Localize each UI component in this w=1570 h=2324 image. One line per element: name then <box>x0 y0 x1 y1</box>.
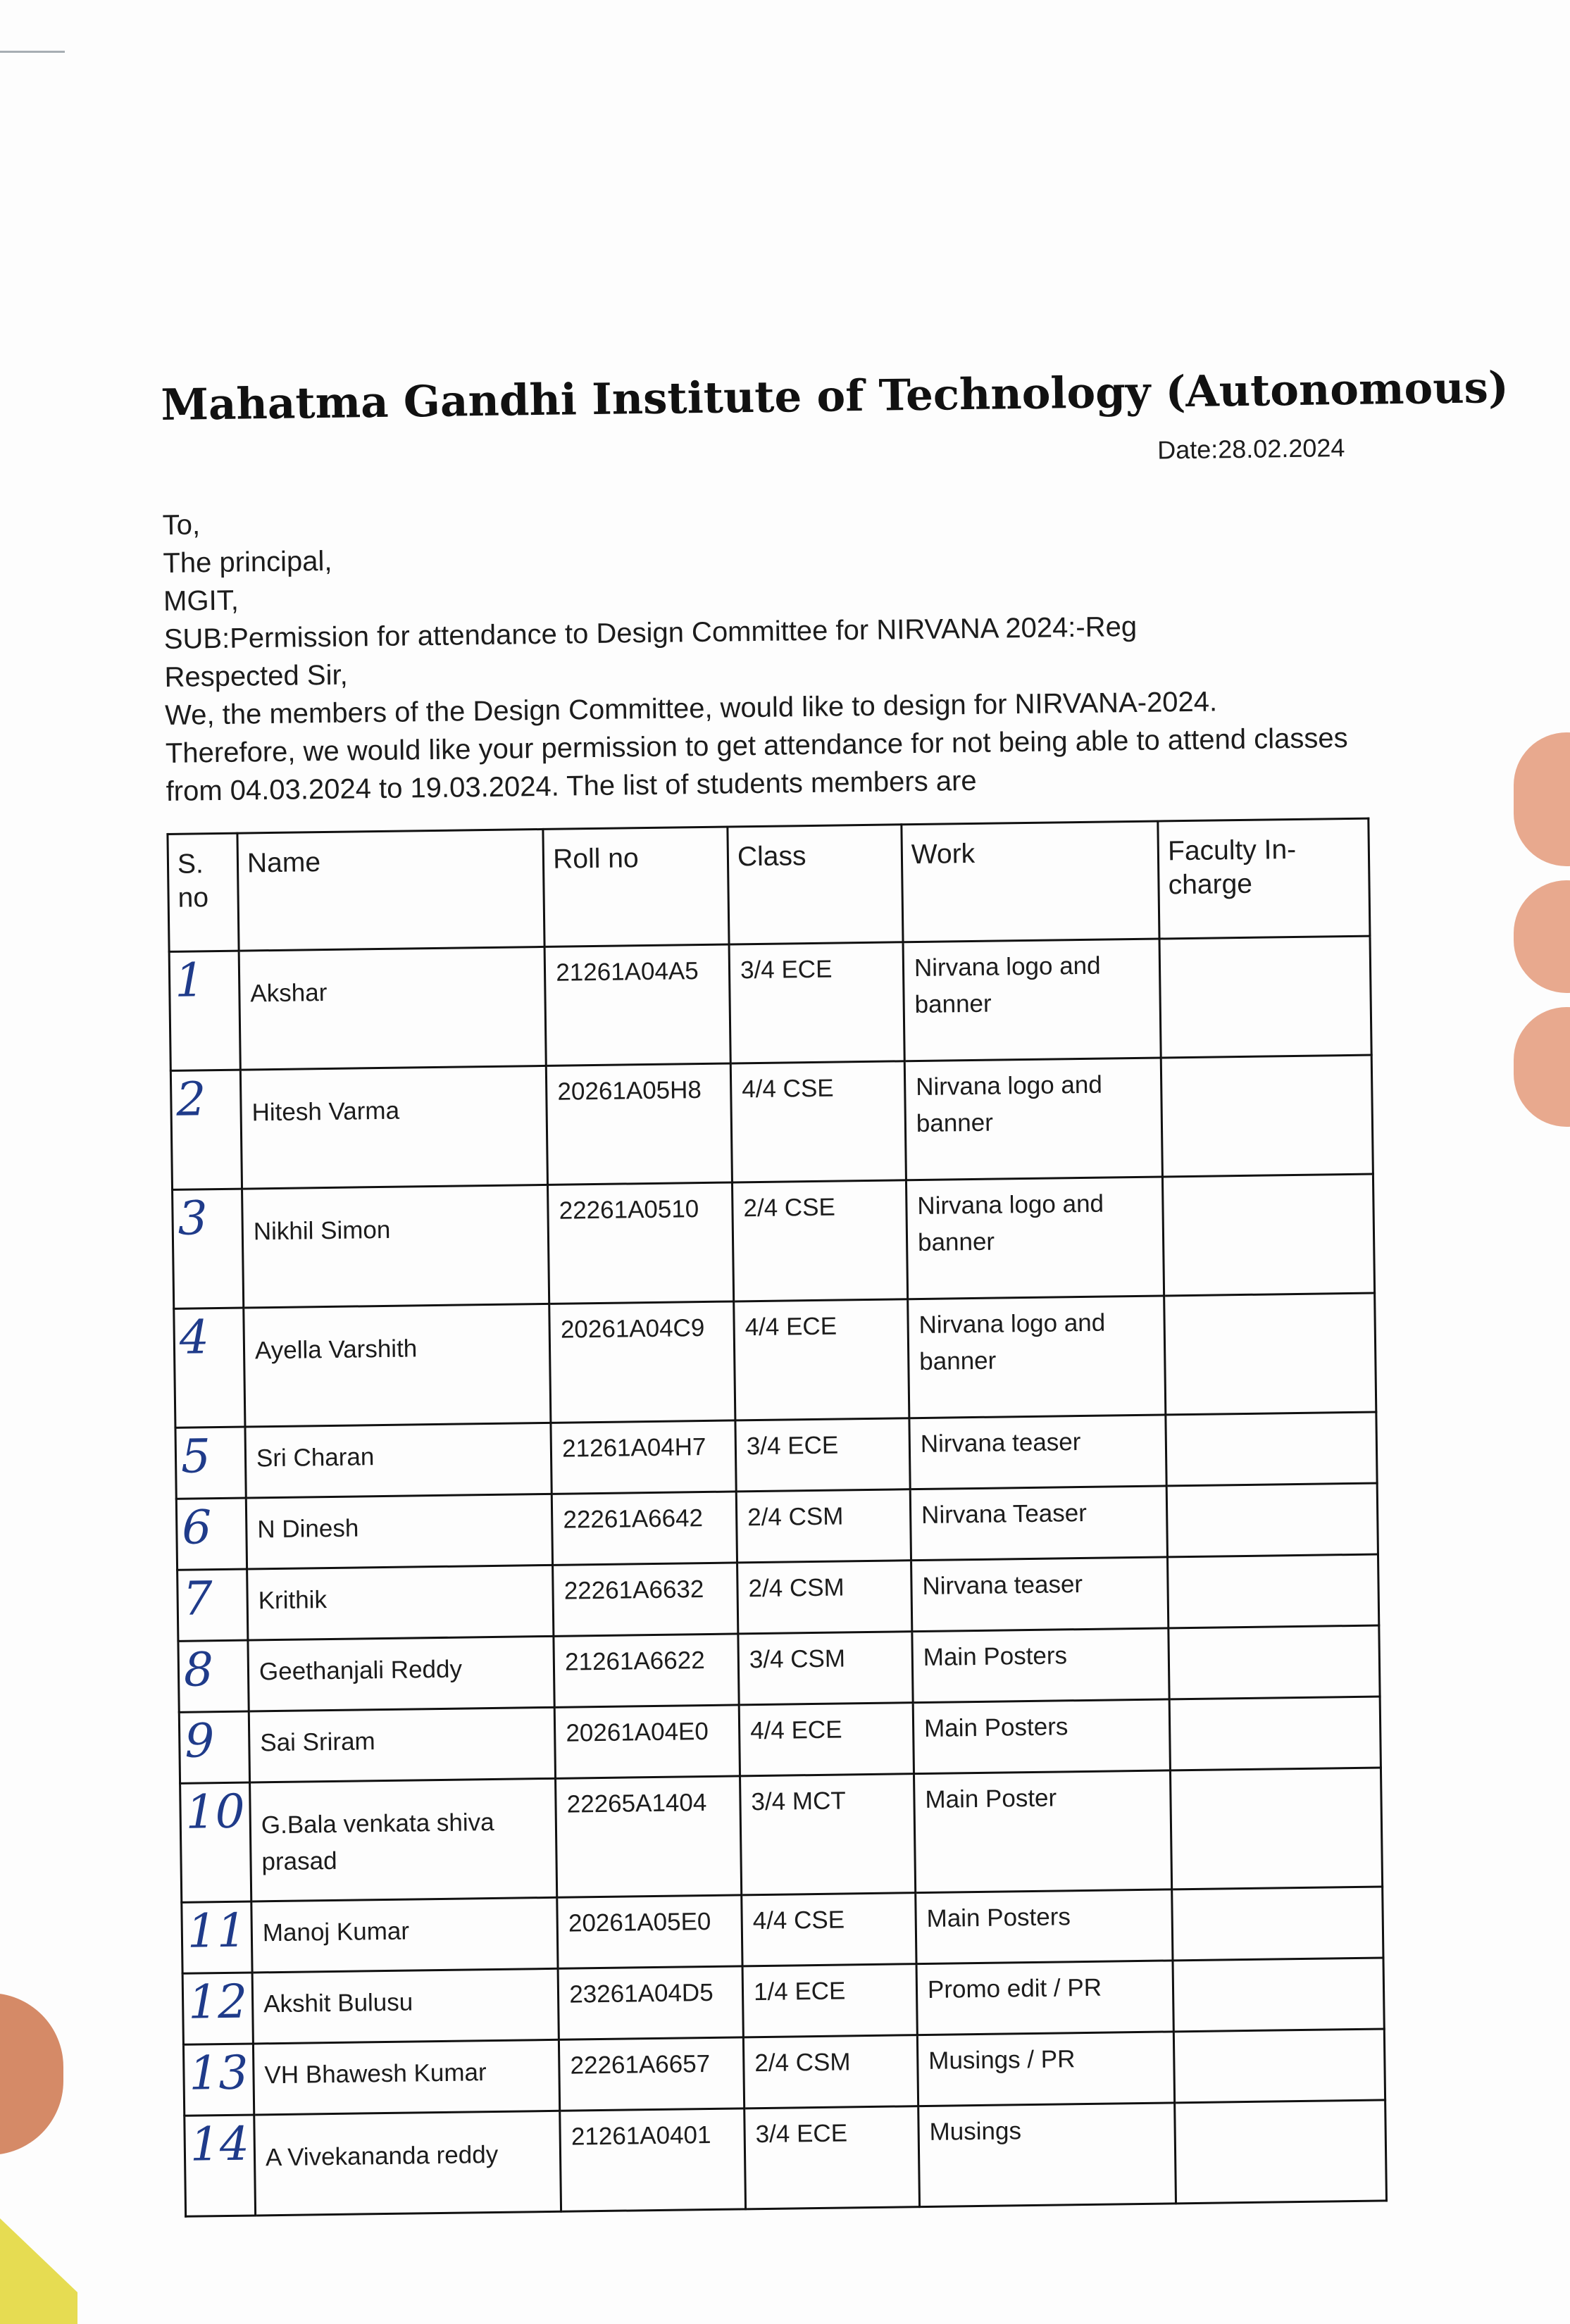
cell-faculty <box>1172 1887 1383 1961</box>
cell-faculty <box>1159 936 1371 1058</box>
cell-name: VH Bhawesh Kumar <box>253 2039 560 2115</box>
institute-heading: Mahatma Gandhi Institute of Technology (Autonomous) <box>161 362 1509 430</box>
edge-line <box>0 51 65 53</box>
cell-work: Nirvana Teaser <box>910 1486 1168 1561</box>
cell-faculty <box>1169 1625 1380 1699</box>
cell-sno: 14 <box>185 2115 256 2216</box>
finger-decoration <box>1514 880 1570 993</box>
cell-class: 3/4 ECE <box>729 942 904 1063</box>
cell-work: Musings <box>918 2103 1176 2207</box>
cell-sno: 10 <box>180 1782 251 1902</box>
cell-roll: 23261A04D5 <box>558 1966 743 2039</box>
cell-class: 4/4 CSE <box>730 1061 906 1182</box>
header-sno: S. no <box>168 833 239 951</box>
table-row <box>180 1768 1383 1902</box>
cell-work: Nirvana logo and banner <box>903 939 1161 1061</box>
table-row <box>185 2100 1387 2216</box>
cell-work: Nirvana teaser <box>909 1415 1167 1489</box>
cell-name: Sri Charan <box>245 1423 552 1498</box>
cell-faculty <box>1171 1768 1383 1889</box>
cell-roll: 22261A6632 <box>553 1563 738 1636</box>
cell-class: 3/4 ECE <box>744 2106 920 2209</box>
cell-class: 2/4 CSM <box>743 2035 918 2109</box>
cell-faculty <box>1166 1412 1377 1486</box>
cell-roll: 20261A04C9 <box>549 1301 735 1423</box>
salutation-line: Respected Sir, <box>164 659 348 693</box>
cell-sno: 11 <box>182 1901 252 1973</box>
cell-sno: 12 <box>182 1973 253 2044</box>
cell-class: 2/4 CSE <box>732 1180 907 1301</box>
cell-faculty <box>1173 1958 1384 2032</box>
cell-work: Nirvana logo and banner <box>908 1296 1166 1418</box>
cell-faculty <box>1163 1174 1375 1296</box>
cell-work: Promo edit / PR <box>916 1961 1174 2035</box>
cell-faculty <box>1161 1055 1373 1177</box>
to-line: To, <box>162 509 201 541</box>
cell-roll: 21261A0401 <box>560 2109 746 2211</box>
body-line: from 04.03.2024 to 19.03.2024. The list of students members are <box>166 765 977 807</box>
cell-work: Nirvana logo and banner <box>904 1058 1162 1180</box>
cell-roll: 21261A04A5 <box>544 944 730 1066</box>
cell-class: 2/4 CSM <box>736 1489 911 1563</box>
recipient-line: The principal, <box>163 545 332 579</box>
cell-sno: 9 <box>179 1711 249 1783</box>
cell-class: 1/4 ECE <box>742 1964 917 2037</box>
table-row <box>169 936 1371 1070</box>
cell-name: Manoj Kumar <box>251 1897 559 1973</box>
cell-work: Main Posters <box>913 1699 1171 1774</box>
cell-class: 4/4 CSE <box>742 1893 916 1966</box>
cell-sno: 5 <box>175 1427 246 1499</box>
cell-name: Akshit Bulusu <box>252 1968 559 2044</box>
header-work: Work <box>902 821 1159 942</box>
cell-name: G.Bala venkata shiva prasad <box>250 1778 557 1901</box>
cell-name: Ayella Varshith <box>244 1304 551 1427</box>
cell-sno: 13 <box>183 2044 254 2116</box>
body-line: Therefore, we would like your permission to get attendance for not being able to attend classes <box>165 722 1348 769</box>
cell-roll: 21261A04H7 <box>551 1420 736 1494</box>
cell-faculty <box>1174 2029 1385 2103</box>
table-row <box>173 1174 1375 1308</box>
table-row <box>170 1055 1373 1189</box>
cell-work: Main Poster <box>914 1770 1171 1893</box>
subject-line: SUB:Permission for attendance to Design Committee for NIRVANA 2024:-Reg <box>163 611 1138 655</box>
yellow-corner-decoration <box>0 2218 77 2324</box>
cell-work: Nirvana logo and banner <box>906 1177 1164 1299</box>
cell-name: Sai Sriram <box>249 1707 556 1782</box>
cell-sno: 6 <box>176 1498 247 1570</box>
letter-document <box>161 362 1509 2217</box>
cell-class: 3/4 CSM <box>738 1632 913 1705</box>
org-line: MGIT, <box>163 585 239 617</box>
cell-name: A Vivekananda reddy <box>254 2111 561 2216</box>
cell-name: Geethanjali Reddy <box>248 1636 555 1711</box>
cell-sno: 2 <box>170 1070 242 1189</box>
cell-work: Nirvana teaser <box>911 1557 1169 1632</box>
students-table <box>166 818 1388 2218</box>
cell-class: 2/4 CSM <box>737 1561 912 1634</box>
header-name: Name <box>237 829 544 951</box>
cell-name: Hitesh Varma <box>240 1066 547 1189</box>
body-line: We, the members of the Design Committee, would like to design for NIRVANA-2024. <box>164 686 1218 731</box>
cell-work: Main Posters <box>916 1889 1173 1964</box>
cell-roll: 22261A6657 <box>559 2037 744 2111</box>
letter-date: Date:28.02.2024 <box>1157 433 1345 465</box>
cell-roll: 21261A6622 <box>554 1634 739 1707</box>
cell-roll: 20261A04E0 <box>554 1705 740 1778</box>
cell-class: 3/4 MCT <box>740 1774 916 1895</box>
header-roll: Roll no <box>543 827 729 947</box>
cell-name: Akshar <box>239 947 546 1070</box>
cell-class: 4/4 ECE <box>734 1299 909 1420</box>
cell-roll: 20261A05E0 <box>557 1895 742 1968</box>
finger-decoration <box>1514 1007 1570 1127</box>
cell-faculty <box>1166 1483 1378 1557</box>
header-class: Class <box>728 825 903 944</box>
cell-work: Main Posters <box>912 1628 1170 1703</box>
cell-roll: 22265A1404 <box>556 1776 742 1897</box>
cell-roll: 22261A0510 <box>548 1182 734 1304</box>
cell-faculty <box>1169 1697 1381 1770</box>
cell-name: Nikhil Simon <box>242 1185 549 1308</box>
cell-work: Musings / PR <box>917 2032 1175 2106</box>
cell-name: Krithik <box>247 1565 554 1640</box>
finger-decoration <box>1514 732 1570 866</box>
cell-sno: 3 <box>173 1189 244 1308</box>
table-row <box>174 1293 1376 1427</box>
table-header-row <box>168 818 1370 951</box>
cell-faculty <box>1175 2100 1387 2204</box>
cell-sno: 1 <box>169 951 240 1070</box>
cell-class: 3/4 ECE <box>735 1418 910 1492</box>
cell-sno: 4 <box>174 1308 245 1427</box>
cell-roll: 20261A05H8 <box>547 1063 733 1185</box>
header-faculty: Faculty In-charge <box>1158 818 1370 939</box>
cell-roll: 22261A6642 <box>552 1492 737 1565</box>
cell-sno: 8 <box>178 1640 249 1712</box>
cell-name: N Dinesh <box>246 1494 553 1569</box>
cell-sno: 7 <box>177 1569 248 1641</box>
cell-class: 4/4 ECE <box>739 1703 914 1776</box>
letter-body <box>162 490 1378 810</box>
cell-faculty <box>1164 1293 1376 1415</box>
finger-decoration <box>0 1993 63 2155</box>
cell-faculty <box>1168 1554 1379 1628</box>
